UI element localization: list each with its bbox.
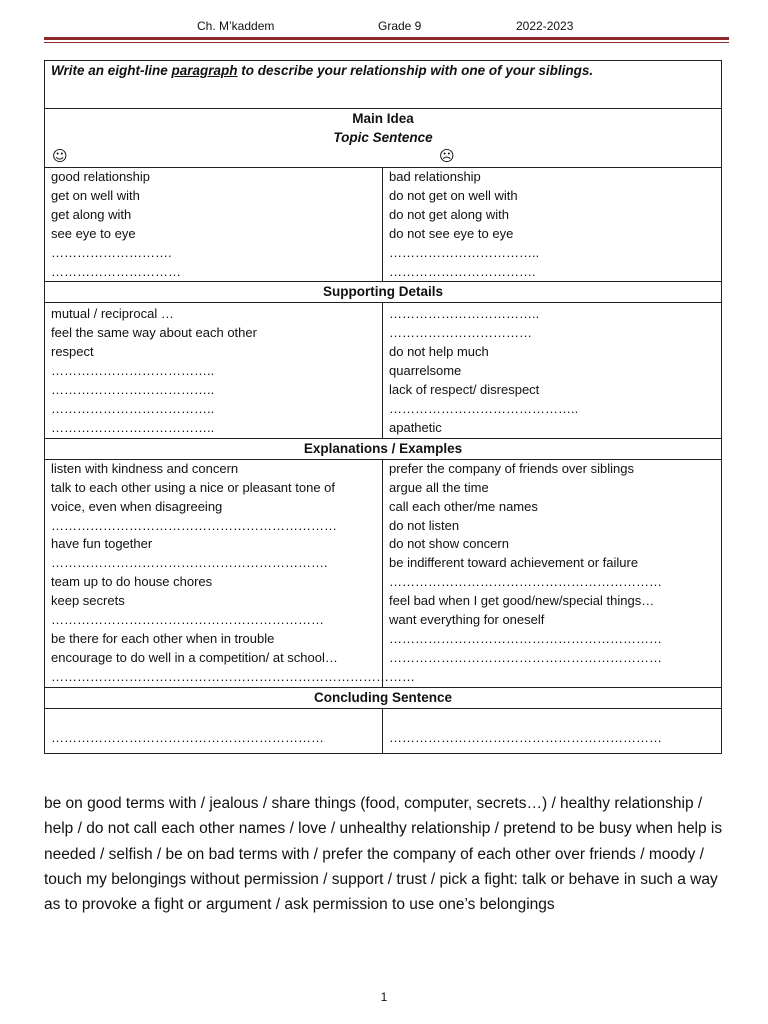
grade-label: Grade 9 — [378, 19, 422, 33]
blank-line: ……………………………………………………… — [389, 649, 662, 665]
list-item: voice, even when disagreeing — [51, 498, 223, 514]
instruction-underlined: paragraph — [171, 63, 238, 78]
list-item: get on well with — [51, 187, 140, 203]
main-idea-good-cell — [45, 168, 383, 282]
list-item: see eye to eye — [51, 225, 136, 241]
instruction-start: Write an eight-line — [51, 63, 172, 78]
concluding-sentence-title: Concluding Sentence — [45, 687, 722, 708]
blank-line: ……………………………………………………… — [51, 612, 324, 628]
supporting-good-cell — [45, 303, 383, 438]
explanations-good-cell — [45, 459, 415, 687]
list-item: team up to do house chores — [51, 574, 213, 590]
blank-line: ……………………………. — [389, 263, 536, 279]
instruction-end: to describe your relationship with one of your siblings. — [237, 63, 594, 78]
list-item: do not help much — [389, 344, 489, 360]
list-item: talk to each other using a nice or pleasant tone of — [51, 479, 336, 495]
teacher-name: Ch. M’kaddem — [197, 19, 275, 33]
list-item: do not listen — [389, 517, 460, 533]
blank-line: …………………………………….. — [389, 400, 579, 416]
main-idea-bad-cell — [383, 168, 722, 282]
main-idea-title: Main Idea — [352, 111, 414, 126]
main-idea-header — [45, 109, 722, 168]
blank-line: ………………………. — [51, 244, 172, 260]
list-item: have fun together — [51, 536, 153, 552]
instruction — [45, 61, 722, 109]
school-year: 2022-2023 — [516, 19, 574, 33]
blank-line: ……………………………………………………… — [389, 729, 662, 745]
list-item: keep secrets — [51, 593, 125, 609]
list-item: call each other/me names — [389, 498, 538, 514]
concluding-bad-cell — [383, 708, 722, 753]
page-header — [0, 19, 768, 37]
supporting-bad-cell — [383, 303, 722, 438]
blank-line: ……………………………….. — [51, 363, 215, 379]
list-item: do not get along with — [389, 206, 509, 222]
blank-line: ……………………………………………………… — [389, 574, 662, 590]
concluding-good-cell — [45, 708, 383, 753]
supporting-details-title: Supporting Details — [45, 282, 722, 303]
blank-line: ……………………………………………………… — [389, 630, 662, 646]
sad-face-icon: ☹ — [439, 147, 455, 165]
page-number: 1 — [380, 990, 388, 1004]
explanations-title: Explanations / Examples — [45, 438, 722, 459]
vocabulary-bank: be on good terms with / jealous / share things (food, computer, secrets…) / healthy relationship / help / do not call each other names / love / unhealthy relationship / pretend to be busy when help is needed / selfish / be on bad terms with / prefer the company of each other over friends / moody / touch my belongings without permission / support / trust / pick a fight: talk or behave in such a way as to provoke a fight or argument / ask permission to use one’s belongings — [44, 795, 723, 914]
blank-line: ……………………………….. — [51, 400, 215, 416]
list-item: listen with kindness and concern — [51, 460, 239, 476]
explanations-bad-cell — [383, 459, 722, 687]
list-item: mutual / reciprocal … — [51, 306, 174, 322]
list-item: get along with — [51, 206, 132, 222]
list-item: be indifferent toward achievement or failure — [389, 555, 639, 571]
blank-line: ………………………………………………………………………… — [51, 668, 415, 684]
blank-line: …………………………… — [389, 325, 532, 341]
blank-line: …………………………….. — [389, 244, 540, 260]
list-item: good relationship — [51, 169, 151, 184]
topic-sentence-title: Topic Sentence — [333, 130, 433, 145]
list-item: do not see eye to eye — [389, 225, 514, 241]
list-item: want everything for oneself — [389, 612, 545, 628]
list-item: prefer the company of friends over siblings — [389, 460, 634, 476]
blank-line: ……………………………….. — [51, 419, 215, 435]
list-item: apathetic — [389, 419, 442, 435]
blank-line: ………………………… — [51, 263, 181, 279]
blank-line: …………………………….. — [389, 306, 540, 322]
list-item: feel bad when I get good/new/special things… — [389, 593, 655, 609]
list-item: encourage to do well in a competition/ at school… — [51, 649, 338, 665]
header-rule-thick — [44, 37, 729, 40]
blank-line: ……………………………….. — [51, 382, 215, 398]
list-item: argue all the time — [389, 479, 489, 495]
header-rule-thin — [44, 42, 729, 43]
paragraph-planning-table — [44, 60, 722, 754]
list-item: feel the same way about each other — [51, 325, 257, 341]
list-item: do not show concern — [389, 536, 509, 552]
list-item: respect — [51, 344, 94, 360]
blank-line: ………………………………………………………. — [51, 555, 328, 571]
smiley-face-icon: ☺ — [52, 147, 68, 165]
faces-row — [45, 147, 721, 167]
list-item: do not get on well with — [389, 187, 518, 203]
list-item: be there for each other when in trouble — [51, 630, 275, 646]
blank-line: ………………………………………………………… — [51, 517, 337, 533]
blank-line: ……………………………………………………… — [51, 729, 324, 745]
list-item: quarrelsome — [389, 363, 462, 379]
list-item: bad relationship — [389, 169, 481, 184]
list-item: lack of respect/ disrespect — [389, 382, 540, 398]
